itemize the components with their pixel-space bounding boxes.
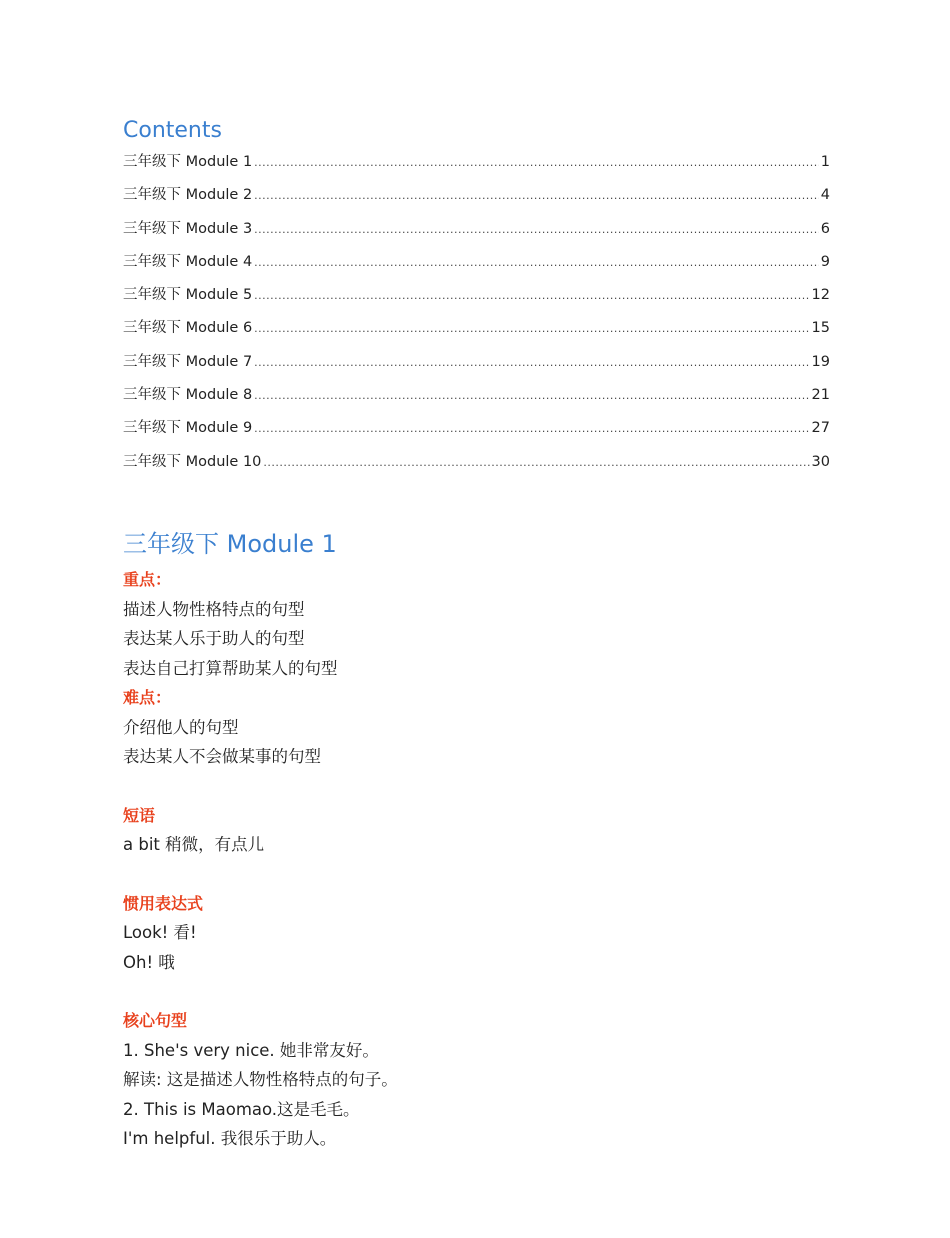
toc-entry-title: 三年级下 Module 7	[123, 353, 253, 370]
toc-dot-leader	[254, 289, 809, 302]
toc-entry-title: 三年级下 Module 5	[123, 287, 253, 304]
toc-entry-title: 三年级下 Module 9	[123, 420, 253, 437]
toc-entry[interactable]	[123, 150, 830, 183]
toc-entry-page: 6	[820, 220, 830, 237]
toc-entry-page: 19	[811, 353, 830, 370]
toc-dot-leader	[254, 356, 809, 369]
toc-heading: Contents	[123, 118, 222, 143]
toc-entry[interactable]	[123, 183, 830, 216]
toc-dot-leader	[254, 322, 809, 335]
toc-dot-leader	[254, 389, 809, 402]
module1-section	[123, 527, 830, 1154]
key-point-item: 表达自己打算帮助某人的句型	[123, 658, 338, 678]
toc-entry-page: 1	[820, 154, 830, 170]
toc-dot-leader	[254, 156, 819, 169]
toc-entry[interactable]	[123, 350, 830, 383]
expressions-label: 惯用表达式	[123, 893, 204, 913]
toc-entry-page: 12	[811, 287, 830, 304]
toc-entry-title: 三年级下 Module 3	[123, 220, 253, 237]
spacer	[123, 772, 830, 801]
toc-entry[interactable]	[123, 316, 830, 349]
core-sentence-item: 解读: 这是描述人物性格特点的句子。	[123, 1070, 398, 1089]
toc-entry-title: 三年级下 Module 6	[123, 320, 253, 337]
toc-entry-title: 三年级下 Module 1	[123, 154, 253, 170]
toc-entry-title: 三年级下 Module 4	[123, 253, 253, 270]
toc-dot-leader	[254, 189, 819, 202]
core-sentence-item: 1. She's very nice. 她非常友好。	[123, 1040, 379, 1060]
toc-entry[interactable]	[123, 450, 830, 483]
key-points-label: 重点：	[123, 570, 172, 589]
phrase-item: a bit 稍微，有点儿	[123, 835, 265, 854]
key-point-item: 表达某人乐于助人的句型	[123, 629, 305, 648]
toc-entry[interactable]	[123, 283, 830, 316]
toc-entry-page: 4	[820, 187, 830, 204]
difficulties-label: 难点：	[123, 688, 172, 707]
toc-entry-page: 30	[811, 453, 830, 470]
toc-dot-leader	[254, 422, 809, 435]
toc-entry-page: 9	[820, 253, 830, 270]
module1-heading: 三年级下 Module 1	[123, 530, 337, 558]
toc-dot-leader	[263, 456, 809, 469]
toc-entry[interactable]	[123, 383, 830, 416]
toc-entry-title: 三年级下 Module 2	[123, 187, 253, 204]
toc-list	[123, 150, 830, 483]
difficulty-item: 介绍他人的句型	[123, 717, 239, 737]
toc-entry-page: 27	[811, 420, 830, 437]
spacer	[123, 860, 830, 889]
core-sentences-label: 核心句型	[123, 1011, 188, 1030]
expression-item: Oh! 哦	[123, 952, 175, 972]
core-sentence-item: I'm helpful. 我很乐于助人。	[123, 1129, 337, 1148]
key-point-item: 描述人物性格特点的句型	[123, 599, 305, 619]
toc-dot-leader	[254, 256, 819, 269]
spacer	[123, 977, 830, 1006]
toc-entry-title: 三年级下 Module 10	[123, 453, 262, 470]
toc-entry-title: 三年级下 Module 8	[123, 387, 253, 404]
toc-entry-page: 21	[811, 387, 830, 404]
core-sentence-item: 2. This is Maomao.这是毛毛。	[123, 1099, 360, 1119]
difficulty-item: 表达某人不会做某事的句型	[123, 747, 321, 766]
toc-entry-page: 15	[811, 320, 830, 337]
expression-item: Look! 看!	[123, 923, 197, 942]
phrases-label: 短语	[123, 805, 156, 825]
toc-dot-leader	[254, 223, 819, 236]
toc-entry[interactable]	[123, 250, 830, 283]
toc-entry[interactable]	[123, 416, 830, 449]
toc-entry[interactable]	[123, 217, 830, 250]
